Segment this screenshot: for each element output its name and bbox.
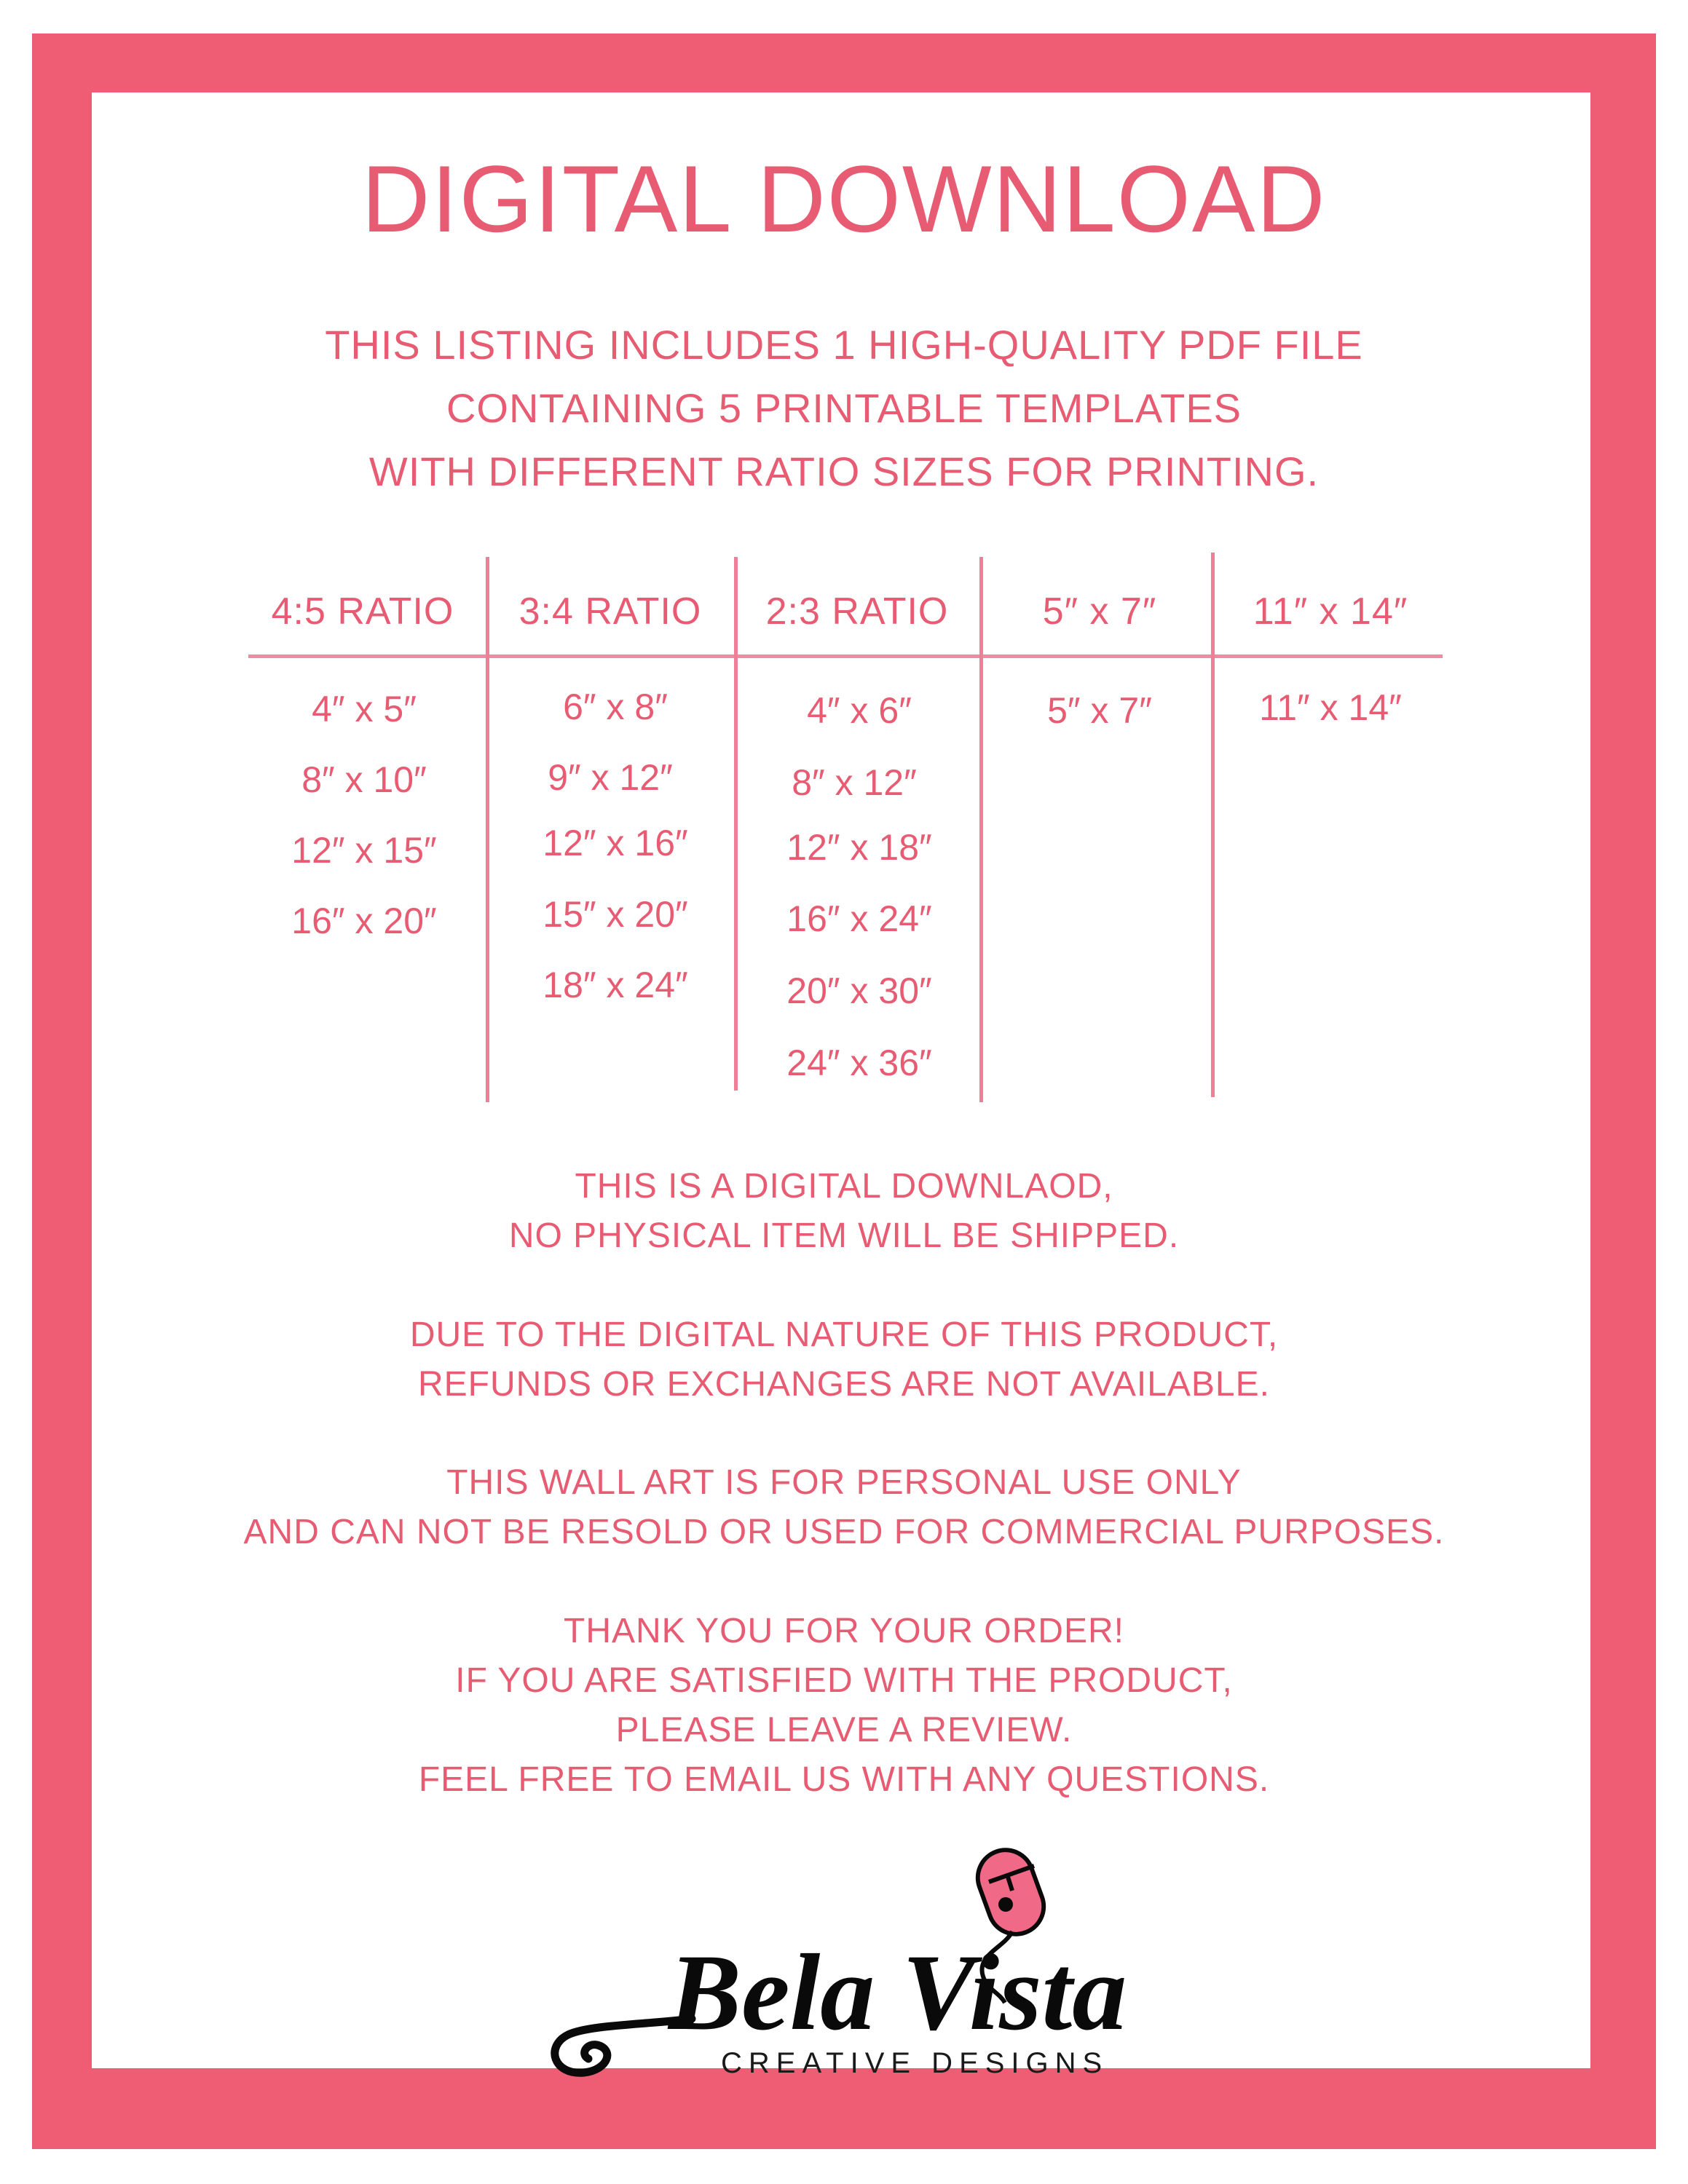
- size-cell: 24″ x 36″: [786, 1042, 932, 1083]
- size-cell: 20″ x 30″: [786, 970, 932, 1011]
- notice-line: THANK YOU FOR YOUR ORDER!: [564, 1612, 1124, 1650]
- size-cell: 12″ x 15″: [291, 830, 437, 871]
- intro-line: WITH DIFFERENT RATIO SIZES FOR PRINTING.: [368, 448, 1320, 494]
- brand-logo: [539, 1838, 1136, 2086]
- notice-digital: [0, 1162, 1688, 1261]
- size-cell: 16″ x 24″: [786, 898, 932, 939]
- notice-refunds: [0, 1310, 1688, 1409]
- notice-line: FEEL FREE TO EMAIL US WITH ANY QUESTIONS.: [418, 1760, 1270, 1799]
- size-cell: 4″ x 5″: [312, 689, 417, 729]
- size-cell: 8″ x 12″: [792, 762, 917, 803]
- column-header-11x14: 11″ x 14″: [1253, 590, 1408, 633]
- size-cell: 6″ x 8″: [563, 687, 668, 727]
- size-cell: 9″ x 12″: [548, 757, 673, 798]
- notice-line: AND CAN NOT BE RESOLD OR USED FOR COMMERCIAL PURPOSES.: [243, 1513, 1445, 1551]
- intro-line: CONTAINING 5 PRINTABLE TEMPLATES: [446, 385, 1242, 431]
- notice-line: IF YOU ARE SATISFIED WITH THE PRODUCT,: [455, 1661, 1233, 1700]
- intro-line: THIS LISTING INCLUDES 1 HIGH-QUALITY PDF FILE: [325, 322, 1363, 368]
- column-header-3-4: 3:4 RATIO: [518, 590, 702, 633]
- column-divider: [486, 557, 489, 1102]
- column-divider: [1211, 553, 1215, 1097]
- notice-line: DUE TO THE DIGITAL NATURE OF THIS PRODUCT,: [409, 1315, 1279, 1354]
- size-cell: 5″ x 7″: [1047, 690, 1152, 731]
- notice-line: REFUNDS OR EXCHANGES ARE NOT AVAILABLE.: [418, 1365, 1270, 1404]
- size-cell: 4″ x 6″: [807, 690, 912, 731]
- column-header-4-5: 4:5 RATIO: [271, 590, 454, 633]
- size-cell: 18″ x 24″: [543, 965, 688, 1005]
- notice-line: PLEASE LEAVE A REVIEW.: [615, 1711, 1073, 1749]
- brand-name: Bela Vista: [669, 1932, 1127, 2053]
- notice-personal-use: [0, 1458, 1688, 1557]
- size-cell: 12″ x 16″: [543, 823, 688, 863]
- column-divider: [979, 557, 983, 1102]
- column-header-2-3: 2:3 RATIO: [765, 590, 949, 633]
- size-cell: 16″ x 20″: [291, 901, 437, 941]
- notice-thank-you: [0, 1607, 1688, 1805]
- page-title: DIGITAL DOWNLOAD: [361, 146, 1327, 252]
- brand-tagline: CREATIVE DESIGNS: [721, 2047, 1109, 2079]
- size-cell: 8″ x 10″: [301, 759, 427, 800]
- notice-line: NO PHYSICAL ITEM WILL BE SHIPPED.: [508, 1216, 1180, 1255]
- table-header-divider: [248, 654, 1443, 658]
- size-cell: 15″ x 20″: [543, 894, 688, 935]
- size-cell: 12″ x 18″: [786, 827, 932, 868]
- logo-mark: [539, 1838, 1136, 2086]
- notice-line: THIS IS A DIGITAL DOWNLAOD,: [575, 1167, 1113, 1206]
- notice-line: THIS WALL ART IS FOR PERSONAL USE ONLY: [446, 1463, 1242, 1502]
- size-cell: 11″ x 14″: [1259, 687, 1402, 728]
- column-header-5x7: 5″ x 7″: [1042, 590, 1157, 633]
